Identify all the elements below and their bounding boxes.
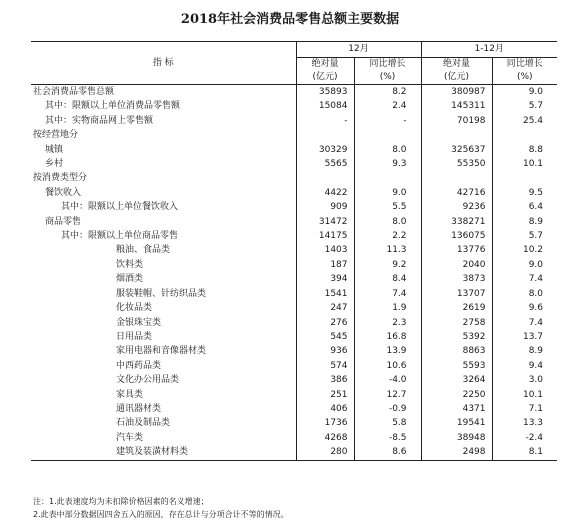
dec-yoy-cell: 8.4 xyxy=(354,272,421,286)
dec-abs-cell: 280 xyxy=(296,445,354,460)
row-label: 汽车类 xyxy=(116,432,144,443)
ytd-yoy-cell: 13.3 xyxy=(492,416,557,430)
dec-yoy-cell: 8.6 xyxy=(354,445,421,460)
dec-yoy-cell: 13.9 xyxy=(354,344,421,358)
ytd-abs-cell: 13707 xyxy=(421,287,492,301)
ytd-abs-cell: 338271 xyxy=(421,215,492,229)
row-label: 金银珠宝类 xyxy=(116,317,162,328)
dec-abs-cell: 247 xyxy=(296,301,354,315)
table-body xyxy=(31,85,557,461)
dec-abs-cell: 4268 xyxy=(296,431,354,445)
dec-abs-cell: 394 xyxy=(296,272,354,286)
row-label: 服装鞋帽、针纺织品类 xyxy=(116,288,207,299)
ytd-yoy-cell: -2.4 xyxy=(492,431,557,445)
row-label: 文化办公用品类 xyxy=(116,375,180,386)
ytd-abs-cell: 5392 xyxy=(421,330,492,344)
ytd-abs-cell: 19541 xyxy=(421,416,492,430)
table-row xyxy=(31,316,557,330)
dec-abs-cell: 386 xyxy=(296,373,354,387)
row-label: 通讯器材类 xyxy=(116,403,162,414)
dec-yoy-cell: 12.7 xyxy=(354,388,421,402)
row-label: 城镇 xyxy=(45,144,64,155)
ytd-yoy-cell: 10.2 xyxy=(492,243,557,257)
ytd-abs-cell: 145311 xyxy=(421,99,492,113)
table-row xyxy=(31,215,557,229)
dec-yoy-cell xyxy=(354,128,421,142)
ytd-yoy-cell: 9.5 xyxy=(492,186,557,200)
ytd-yoy-cell: 9.0 xyxy=(492,85,557,100)
table-row xyxy=(31,373,557,387)
dec-yoy-cell: 7.4 xyxy=(354,287,421,301)
dec-yoy-cell: 8.0 xyxy=(354,143,421,157)
dec-yoy-cell: 5.8 xyxy=(354,416,421,430)
ytd-yoy-cell: 5.7 xyxy=(492,99,557,113)
ytd-abs-cell: 4371 xyxy=(421,402,492,416)
dec-yoy-cell: -4.0 xyxy=(354,373,421,387)
dec-yoy-cell: 2.3 xyxy=(354,316,421,330)
dec-abs-cell xyxy=(296,128,354,142)
ytd-group-header: 1-12月 xyxy=(421,42,557,58)
dec-abs-header: 绝对量 xyxy=(296,58,354,72)
row-label: 中西药品类 xyxy=(116,360,162,371)
table-row xyxy=(31,200,557,214)
dec-yoy-cell: 9.3 xyxy=(354,157,421,171)
ytd-abs-cell xyxy=(421,171,492,185)
ytd-abs-cell: 2619 xyxy=(421,301,492,315)
table-row xyxy=(31,99,557,113)
ytd-yoy-cell: 8.0 xyxy=(492,287,557,301)
dec-abs-cell: 251 xyxy=(296,388,354,402)
dec-abs-unit: (亿元) xyxy=(296,71,354,85)
table-row xyxy=(31,445,557,460)
ytd-abs-cell: 2758 xyxy=(421,316,492,330)
table-row xyxy=(31,186,557,200)
dec-abs-cell: 909 xyxy=(296,200,354,214)
ytd-yoy-cell: 10.1 xyxy=(492,157,557,171)
table-row xyxy=(31,243,557,257)
dec-abs-cell xyxy=(296,171,354,185)
ytd-yoy-cell: 8.1 xyxy=(492,445,557,460)
dec-yoy-unit: (%) xyxy=(354,71,421,85)
table-row xyxy=(31,416,557,430)
table-row xyxy=(31,85,557,100)
row-label: 乡村 xyxy=(45,159,64,170)
row-label: 其中：限额以上单位商品零售 xyxy=(61,231,179,242)
dec-yoy-cell: 1.9 xyxy=(354,301,421,315)
dec-yoy-cell: 8.2 xyxy=(354,85,421,100)
ytd-abs-cell: 2250 xyxy=(421,388,492,402)
row-label: 家用电器和音像器材类 xyxy=(116,346,207,357)
dec-abs-cell: 406 xyxy=(296,402,354,416)
ytd-yoy-cell: 3.0 xyxy=(492,373,557,387)
row-label: 建筑及装潢材料类 xyxy=(31,445,296,460)
dec-abs-cell: 187 xyxy=(296,258,354,272)
table-row xyxy=(31,258,557,272)
dec-yoy-cell: 9.0 xyxy=(354,186,421,200)
dec-abs-cell: 14175 xyxy=(296,229,354,243)
dec-yoy-cell: 2.4 xyxy=(354,99,421,113)
table-row xyxy=(31,431,557,445)
dec-yoy-cell: - xyxy=(354,114,421,128)
dec-yoy-cell: 16.8 xyxy=(354,330,421,344)
ytd-yoy-unit: (%) xyxy=(492,71,557,85)
ytd-abs-cell: 325637 xyxy=(421,143,492,157)
ytd-abs-cell: 70198 xyxy=(421,114,492,128)
ytd-yoy-cell: 7.4 xyxy=(492,272,557,286)
ytd-abs-cell: 55350 xyxy=(421,157,492,171)
table-row xyxy=(31,287,557,301)
footnote-2: 2.此表中部分数据因四舍五入的原因，存在总计与分项合计不等的情况。 xyxy=(33,510,289,519)
dec-abs-cell: 574 xyxy=(296,359,354,373)
dec-yoy-cell: -0.9 xyxy=(354,402,421,416)
ytd-yoy-cell xyxy=(492,128,557,142)
retail-sales-table xyxy=(31,41,557,461)
row-label: 其中：限额以上单位餐饮收入 xyxy=(61,202,179,213)
table-row xyxy=(31,402,557,416)
ytd-abs-cell: 8863 xyxy=(421,344,492,358)
table-row xyxy=(31,143,557,157)
dec-abs-cell: 35893 xyxy=(296,85,354,100)
ytd-abs-cell: 9236 xyxy=(421,200,492,214)
december-group-header: 12月 xyxy=(296,42,421,58)
table-row xyxy=(31,157,557,171)
dec-yoy-cell: 9.2 xyxy=(354,258,421,272)
table-row xyxy=(31,272,557,286)
row-label: 餐饮收入 xyxy=(45,187,82,198)
table-row xyxy=(31,330,557,344)
row-label: 按消费类型分 xyxy=(33,173,88,184)
dec-yoy-cell: -8.5 xyxy=(354,431,421,445)
ytd-yoy-cell: 8.9 xyxy=(492,215,557,229)
table-row xyxy=(31,128,557,142)
row-label: 社会消费品零售总额 xyxy=(33,87,115,97)
indicator-header: 指 标 xyxy=(31,42,296,85)
ytd-abs-cell: 42716 xyxy=(421,186,492,200)
dec-yoy-cell: 11.3 xyxy=(354,243,421,257)
table-row xyxy=(31,171,557,185)
row-label: 其中：实物商品网上零售额 xyxy=(45,115,154,126)
table-row xyxy=(31,229,557,243)
ytd-abs-cell: 136075 xyxy=(421,229,492,243)
dec-abs-cell: 936 xyxy=(296,344,354,358)
ytd-yoy-cell: 7.4 xyxy=(492,316,557,330)
dec-abs-cell: 1403 xyxy=(296,243,354,257)
row-label: 日用品类 xyxy=(116,331,153,342)
table-row xyxy=(31,114,557,128)
dec-abs-cell: 15084 xyxy=(296,99,354,113)
table-row xyxy=(31,344,557,358)
ytd-abs-header: 绝对量 xyxy=(421,58,492,72)
dec-abs-cell: - xyxy=(296,114,354,128)
dec-abs-cell: 31472 xyxy=(296,215,354,229)
row-label: 烟酒类 xyxy=(116,274,144,285)
ytd-yoy-cell: 25.4 xyxy=(492,114,557,128)
row-label: 饮料类 xyxy=(116,259,144,270)
table-row xyxy=(31,359,557,373)
dec-yoy-cell xyxy=(354,171,421,185)
ytd-yoy-cell: 7.1 xyxy=(492,402,557,416)
dec-yoy-cell: 8.0 xyxy=(354,215,421,229)
row-label: 化妆品类 xyxy=(116,303,153,314)
dec-abs-cell: 1736 xyxy=(296,416,354,430)
dec-abs-cell: 545 xyxy=(296,330,354,344)
ytd-abs-cell: 3873 xyxy=(421,272,492,286)
row-label: 家具类 xyxy=(116,389,144,400)
ytd-abs-cell: 2040 xyxy=(421,258,492,272)
ytd-yoy-cell: 13.7 xyxy=(492,330,557,344)
table-title: 2018年社会消费品零售总额主要数据 xyxy=(180,12,400,27)
ytd-yoy-header: 同比增长 xyxy=(492,58,557,72)
ytd-yoy-cell: 5.7 xyxy=(492,229,557,243)
ytd-abs-unit: (亿元) xyxy=(421,71,492,85)
dec-abs-cell: 5565 xyxy=(296,157,354,171)
dec-yoy-cell: 5.5 xyxy=(354,200,421,214)
dec-yoy-cell: 2.2 xyxy=(354,229,421,243)
row-label: 石油及制品类 xyxy=(116,418,171,429)
dec-yoy-cell: 10.6 xyxy=(354,359,421,373)
ytd-yoy-cell: 9.4 xyxy=(492,359,557,373)
ytd-abs-cell: 5593 xyxy=(421,359,492,373)
dec-abs-cell: 276 xyxy=(296,316,354,330)
footnote-1: 注：1.此表速度均为未扣除价格因素的名义增速； xyxy=(33,497,209,506)
ytd-yoy-cell: 8.8 xyxy=(492,143,557,157)
ytd-abs-cell: 380987 xyxy=(421,85,492,100)
table-row xyxy=(31,301,557,315)
ytd-yoy-cell: 10.1 xyxy=(492,388,557,402)
dec-abs-cell: 1541 xyxy=(296,287,354,301)
row-label: 商品零售 xyxy=(45,216,82,227)
table-row xyxy=(31,388,557,402)
ytd-abs-cell xyxy=(421,128,492,142)
row-label: 按经营地分 xyxy=(33,130,79,141)
ytd-yoy-cell: 8.9 xyxy=(492,344,557,358)
ytd-abs-cell: 13776 xyxy=(421,243,492,257)
ytd-abs-cell: 38948 xyxy=(421,431,492,445)
dec-abs-cell: 30329 xyxy=(296,143,354,157)
row-label: 其中：限额以上单位消费品零售额 xyxy=(45,101,181,112)
ytd-yoy-cell: 9.0 xyxy=(492,258,557,272)
ytd-yoy-cell xyxy=(492,171,557,185)
row-label: 粮油、食品类 xyxy=(116,245,171,256)
ytd-abs-cell: 3264 xyxy=(421,373,492,387)
ytd-yoy-cell: 6.4 xyxy=(492,200,557,214)
ytd-yoy-cell: 9.6 xyxy=(492,301,557,315)
ytd-abs-cell: 2498 xyxy=(421,445,492,460)
dec-yoy-header: 同比增长 xyxy=(354,58,421,72)
dec-abs-cell: 4422 xyxy=(296,186,354,200)
